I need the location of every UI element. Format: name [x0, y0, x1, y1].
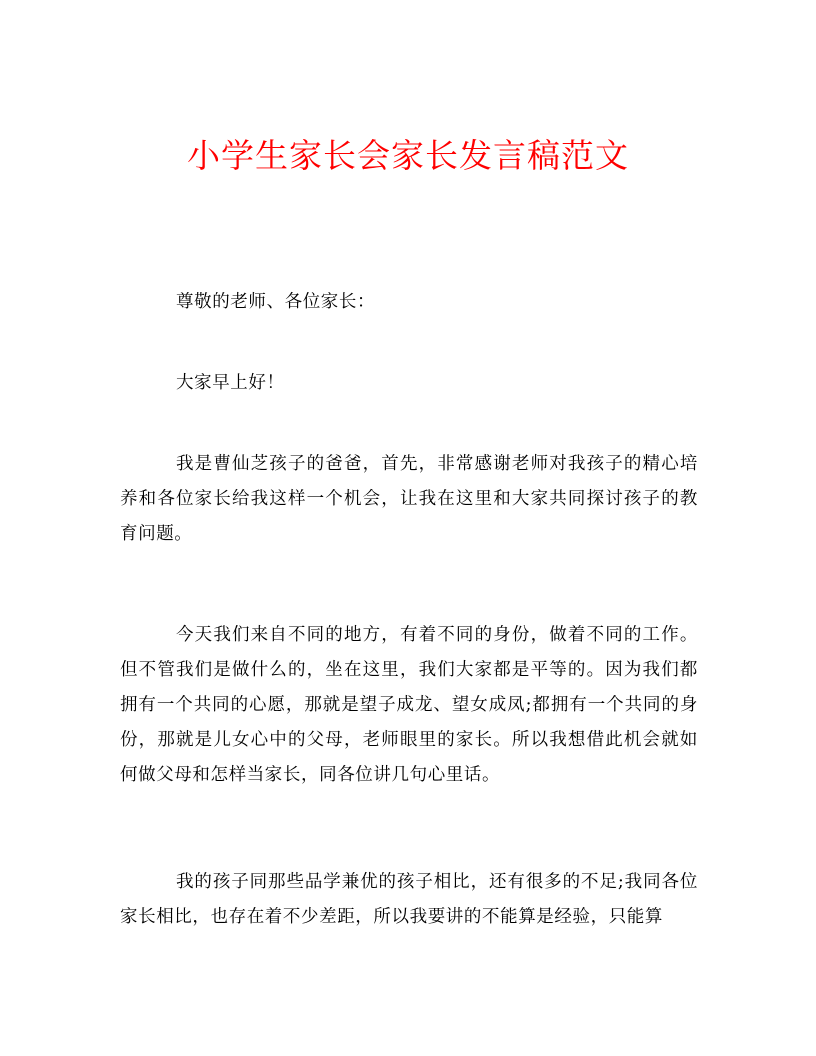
body-paragraph-3: 我的孩子同那些品学兼优的孩子相比，还有很多的不足;我同各位家长相比，也存在着不少差距，所以我要讲的不能算是经验，只能算	[120, 872, 698, 927]
body-paragraph-1: 我是曹仙芝孩子的爸爸，首先，非常感谢老师对我孩子的精心培养和各位家长给我这样一个机会，让我在这里和大家共同探讨孩子的教育问题。	[120, 454, 698, 544]
document-title: 小学生家长会家长发言稿范文	[187, 136, 629, 176]
salutation-line: 尊敬的老师、各位家长：	[176, 292, 376, 312]
body-paragraph-2: 今天我们来自不同的地方，有着不同的身份，做着不同的工作。但不管我们是做什么的，坐在这里，我们大家都是平等的。因为我们都拥有一个共同的心愿，那就是望子成龙、望女成凤;都拥有一个共同的身份，那就是儿女心中的父母，老师眼里的家长。所以我想借此机会就如何做父母和怎样当家长，同各位讲几句心里话。	[120, 625, 698, 785]
greeting-line: 大家早上好！	[176, 373, 285, 393]
